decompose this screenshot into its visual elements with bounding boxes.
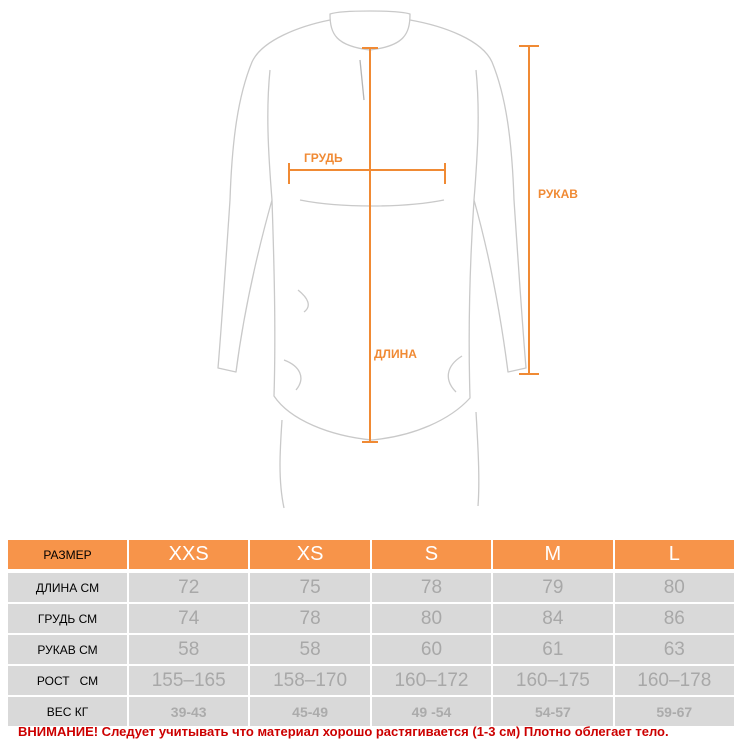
size-header-row xyxy=(8,540,734,571)
cell-value: 158–170 xyxy=(250,664,369,695)
table-row xyxy=(8,695,734,726)
size-l: L xyxy=(615,540,734,571)
cell-value: 59-67 xyxy=(615,695,734,726)
size-header-label: РАЗМЕР xyxy=(8,540,127,571)
sleeve-label: РУКАВ xyxy=(538,187,578,201)
cell-value: 84 xyxy=(493,602,612,633)
cell-value: 75 xyxy=(250,571,369,602)
size-m: M xyxy=(493,540,612,571)
table-row xyxy=(8,633,734,664)
cell-value: 160–172 xyxy=(372,664,491,695)
cell-value: 49 -54 xyxy=(372,695,491,726)
cell-value: 60 xyxy=(372,633,491,664)
body-outline xyxy=(218,20,526,440)
cell-value: 79 xyxy=(493,571,612,602)
size-xxs: XXS xyxy=(129,540,248,571)
cell-value: 58 xyxy=(129,633,248,664)
length-measure-line xyxy=(362,48,378,442)
collar-shape xyxy=(330,11,410,50)
cell-value: 86 xyxy=(615,602,734,633)
cell-value: 72 xyxy=(129,571,248,602)
table-row xyxy=(8,571,734,602)
row-label: ВЕС КГ xyxy=(8,695,127,726)
cell-value: 78 xyxy=(372,571,491,602)
cell-value: 39-43 xyxy=(129,695,248,726)
cell-value: 160–175 xyxy=(493,664,612,695)
row-label: РОСТ СМ xyxy=(8,664,127,695)
row-label: ДЛИНА СМ xyxy=(8,571,127,602)
size-s: S xyxy=(372,540,491,571)
cell-value: 54-57 xyxy=(493,695,612,726)
cell-value: 160–178 xyxy=(615,664,734,695)
size-chart xyxy=(6,540,736,726)
table-row xyxy=(8,664,734,695)
sleeve-measure-line xyxy=(519,46,539,374)
table-row xyxy=(8,602,734,633)
chest-measure-line xyxy=(289,163,445,184)
cell-value: 78 xyxy=(250,602,369,633)
cell-value: 80 xyxy=(372,602,491,633)
chest-label: ГРУДЬ xyxy=(304,151,343,165)
row-label: ГРУДЬ СМ xyxy=(8,602,127,633)
size-table xyxy=(6,540,736,726)
cell-value: 45-49 xyxy=(250,695,369,726)
cell-value: 74 xyxy=(129,602,248,633)
warning-note: ВНИМАНИЕ! Следует учитывать что материал хорошо растягивается (1-3 см) Плотно облегает тело. xyxy=(18,724,669,739)
row-label: РУКАВ СМ xyxy=(8,633,127,664)
size-xs: XS xyxy=(250,540,369,571)
length-label: ДЛИНА xyxy=(374,347,417,361)
cell-value: 61 xyxy=(493,633,612,664)
cell-value: 155–165 xyxy=(129,664,248,695)
cell-value: 80 xyxy=(615,571,734,602)
cell-value: 58 xyxy=(250,633,369,664)
cell-value: 63 xyxy=(615,633,734,664)
